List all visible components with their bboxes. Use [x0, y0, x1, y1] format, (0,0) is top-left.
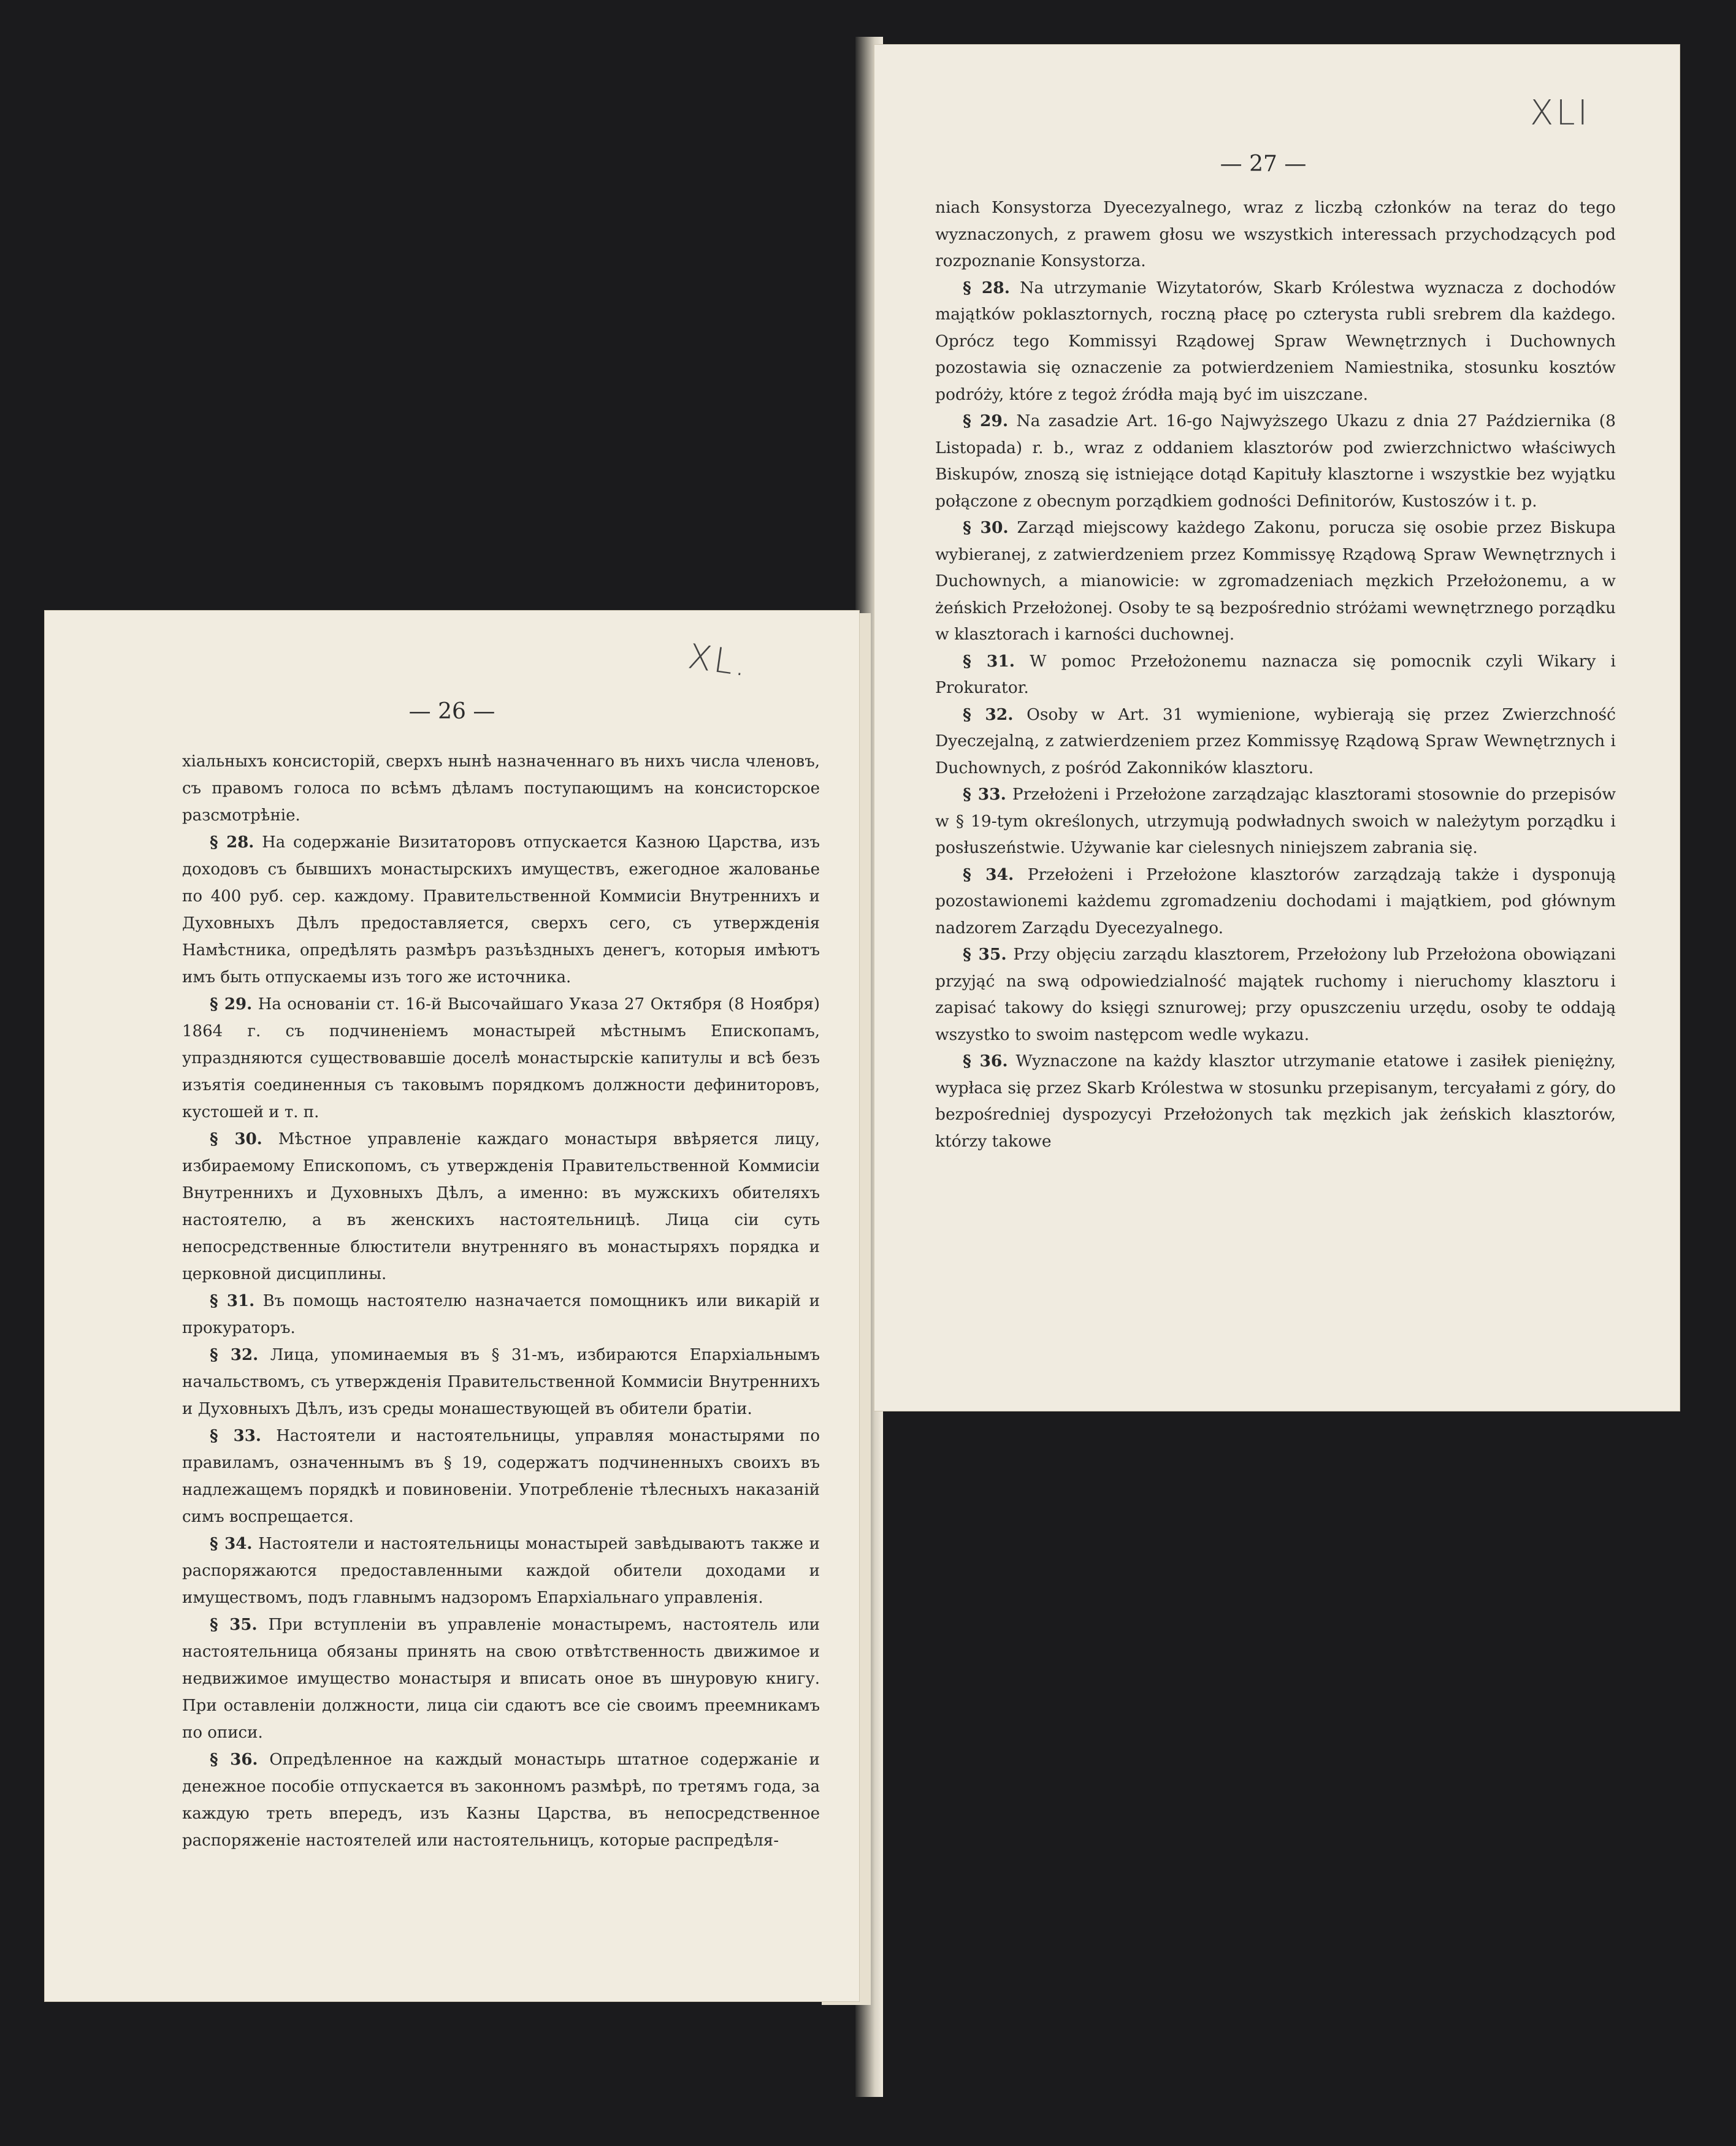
- section-number: § 32.: [210, 1346, 259, 1364]
- paragraph-text: На основаніи ст. 16-й Высочайшаго Указа 27 Октября (8 Ноября) 1864 г. съ подчиненіемъ монастырей мѣстнымъ Епископамъ, упраздняются существовавшіе доселѣ монастырскіе капитулы и всѣ безъ изъятія соединенныя съ таковымъ порядкомъ должности дефиниторовъ, кустошей и т. п.: [182, 995, 820, 1121]
- paragraph: [182, 991, 820, 1126]
- section-number: § 28.: [963, 278, 1010, 297]
- paragraph: [935, 408, 1616, 514]
- paragraph-text: Опредѣленное на каждый монастырь штатное содержаніе и денежное пособіе отпускается въ законномъ размѣрѣ, по третямъ года, за каждую треть впередъ, изъ Казны Царства, въ непосредственное распоряженіе настоятелей или настоятельницъ, которые распредѣля-: [182, 1751, 820, 1850]
- paragraph-text: хіальныхъ консисторій, сверхъ нынѣ назначеннаго въ нихъ числа членовъ, съ правомъ голоса по всѣмъ дѣламъ поступающимъ на консисторское разсмотрѣніе.: [182, 752, 820, 825]
- right-text-column: [935, 194, 1616, 1155]
- paragraph-text: Na zasadzie Art. 16-go Najwyższego Ukazu z dnia 27 Października (8 Listopada) r. b., wraz z oddaniem klasztorów pod zwierzchnictwo właściwych Biskupów, znoszą się istniejące dotąd Kapituły klasztorne i wszystkie bez wyjątku połączone z obecnym porządkiem godności Definitorów, Kustoszów i t. p.: [935, 411, 1616, 511]
- paragraph: [935, 1048, 1616, 1155]
- paragraph: [182, 1746, 820, 1854]
- paragraph-text: Przełożeni i Przełożone zarządzając klasztorami stosownie do przepisów w § 19-tym określonych, utrzymują podwładnych swoich w należytym porządku i posłuszeństwie. Używanie kar cielesnych niniejszem zabrania się.: [935, 785, 1616, 857]
- section-number: § 35.: [210, 1616, 258, 1634]
- section-number: § 36.: [210, 1751, 258, 1769]
- section-number: § 32.: [963, 705, 1014, 724]
- section-number: § 31.: [210, 1292, 255, 1310]
- section-number: § 28.: [210, 833, 254, 852]
- paragraph-text: Osoby w Art. 31 wymienione, wybierają się przez Zwierzchność Dyeczejalną, z zatwierdzeniem przez Kommissyę Rządową Spraw Wewnętrznych i Duchownych, z pośród Zakonników klasztoru.: [935, 705, 1616, 777]
- paragraph: [182, 1288, 820, 1342]
- paragraph-text: niach Konsystorza Dyecezyalnego, wraz z liczbą członków na teraz do tego wyznaczonych, z prawem głosu we wszystkich interessach przychodzących pod rozpoznanie Konsystorza.: [935, 198, 1616, 270]
- right-page-number: — 27 —: [1220, 151, 1307, 177]
- left-page-number: — 26 —: [408, 699, 495, 724]
- section-number: § 34.: [963, 865, 1014, 884]
- paragraph: [182, 1530, 820, 1611]
- paragraph: [935, 781, 1616, 861]
- paragraph: [935, 275, 1616, 408]
- left-text-column: [182, 748, 820, 1854]
- paragraph-text: Настоятели и настоятельницы, управляя монастырями по правиламъ, означеннымъ въ § 19, содержатъ подчиненныхъ своихъ въ надлежащемъ порядкѣ и повиновеніи. Употребленіе тѣлесныхъ наказаній симъ воспрещается.: [182, 1427, 820, 1526]
- section-number: § 34.: [210, 1535, 253, 1553]
- paragraph: [935, 648, 1616, 701]
- paragraph-text: Przełożeni i Przełożone klasztorów zarządzają także i dysponują pozostawionemi każdemu zgromadzeniu dochodami i majątkiem, pod głównym nadzorem Zarządu Dyecezyalnego.: [935, 865, 1616, 937]
- left-handwritten-folio-mark: XL.: [685, 636, 752, 685]
- paragraph-text: Въ помощь настоятелю назначается помощникъ или викарій и прокураторъ.: [182, 1292, 820, 1337]
- section-number: § 30.: [963, 518, 1009, 537]
- paragraph: [935, 701, 1616, 782]
- paragraph-text: При вступленіи въ управленіе монастыремъ, настоятель или настоятельница обязаны принять на свою отвѣтственность движимое и недвижимое имущество монастыря и вписать оное въ шнуровую книгу. При оставленіи должности, лица сіи сдаютъ все сіе своимъ преемникамъ по описи.: [182, 1616, 820, 1742]
- paragraph-text: Мѣстное управленіе каждаго монастыря ввѣряется лицу, избираемому Епископомъ, съ утвержденія Правительственной Коммисіи Внутреннихъ и Духовныхъ Дѣлъ, а именно: въ мужскихъ обителяхъ настоятелю, а въ женскихъ настоятельницѣ. Лица сіи суть непосредственные блюстители внутренняго въ монастыряхъ порядка и церковной дисциплины.: [182, 1130, 820, 1283]
- section-number: § 30.: [210, 1130, 262, 1148]
- paragraph: [182, 829, 820, 991]
- paragraph-text: Настоятели и настоятельницы монастырей завѣдываютъ также и распоряжаются предоставленными каждой обители доходами и имуществомъ, подъ главнымъ надзоромъ Епархіальнаго управленія.: [182, 1535, 820, 1607]
- left-page: [44, 610, 860, 2002]
- paragraph: [935, 941, 1616, 1048]
- section-number: § 36.: [963, 1052, 1008, 1071]
- paragraph: [182, 748, 820, 829]
- paragraph-text: Przy objęciu zarządu klasztorem, Przełożony lub Przełożona obowiązani przyjąć na swą odpowiedzialność majątek ruchomy i nieruchomy klasztoru i zapisać takowy do księgi sznurowej; przy opuszczeniu urzędu, osoby te oddają wszystko to swoim następcom wedle wykazu.: [935, 945, 1616, 1044]
- section-number: § 33.: [210, 1427, 261, 1445]
- section-number: § 35.: [963, 945, 1007, 964]
- paragraph-text: Na utrzymanie Wizytatorów, Skarb Królestwa wyznacza z dochodów majątków poklasztornych, roczną płacę po czterysta rubli srebrem dla każdego. Oprócz tego Kommissyi Rządowej Spraw Wewnętrznych i Duchownych pozostawia się oznaczenie za potwierdzeniem Namiestnika, stosunku kosztów podróży, które z tegoż źródła mają być im uiszczane.: [935, 278, 1616, 404]
- paragraph: [182, 1342, 820, 1422]
- paragraph: [935, 861, 1616, 942]
- right-handwritten-folio-mark: XLI: [1530, 93, 1591, 133]
- paragraph-text: W pomoc Przełożonemu naznacza się pomocnik czyli Wikary i Prokurator.: [935, 651, 1616, 697]
- paragraph-text: Лица, упоминаемыя въ § 31-мъ, избираются Епархіальнымъ начальствомъ, съ утвержденія Правительственной Коммисіи Внутреннихъ и Духовныхъ Дѣлъ, изъ среды монашествующей въ обители братіи.: [182, 1346, 820, 1418]
- paragraph: [182, 1422, 820, 1530]
- paragraph-text: Wyznaczone na każdy klasztor utrzymanie etatowe i zasiłek pieniężny, wypłaca się przez Skarb Królestwa w stosunku przepisanym, tercyałami z góry, do bezpośredniej dyspozycyi Przełożonych tak męzkich jak żeńskich klasztorów, którzy takowe: [935, 1052, 1616, 1151]
- paragraph: [182, 1126, 820, 1288]
- section-number: § 29.: [210, 995, 253, 1014]
- paragraph: [935, 514, 1616, 648]
- paragraph: [935, 194, 1616, 275]
- section-number: § 33.: [963, 785, 1006, 804]
- right-page: [874, 44, 1680, 1411]
- section-number: § 31.: [963, 651, 1015, 671]
- section-number: § 29.: [963, 411, 1009, 430]
- paragraph-text: Zarząd miejscowy każdego Zakonu, porucza się osobie przez Biskupa wybieranej, z zatwierdzeniem przez Kommissyę Rządową Spraw Wewnętrznych i Duchownych, a mianowicie: w zgromadzeniach męzkich Przełożonemu, a w żeńskich Przełożonej. Osoby te są bezpośrednio stróżami wewnętrznego porządku w klasztorach i karności duchownej.: [935, 518, 1616, 644]
- paragraph: [182, 1611, 820, 1746]
- paragraph-text: На содержаніе Визитаторовъ отпускается Казною Царства, изъ доходовъ съ бывшихъ монастырскихъ имуществъ, ежегодное жалованье по 400 руб. сер. каждому. Правительственной Коммисіи Внутреннихъ и Духовныхъ Дѣлъ предоставляется, сверхъ сего, съ утвержденія Намѣстника, опредѣлять размѣръ разъѣздныхъ денегъ, которыя имѣютъ имъ быть отпускаемы изъ того же источника.: [182, 833, 820, 987]
